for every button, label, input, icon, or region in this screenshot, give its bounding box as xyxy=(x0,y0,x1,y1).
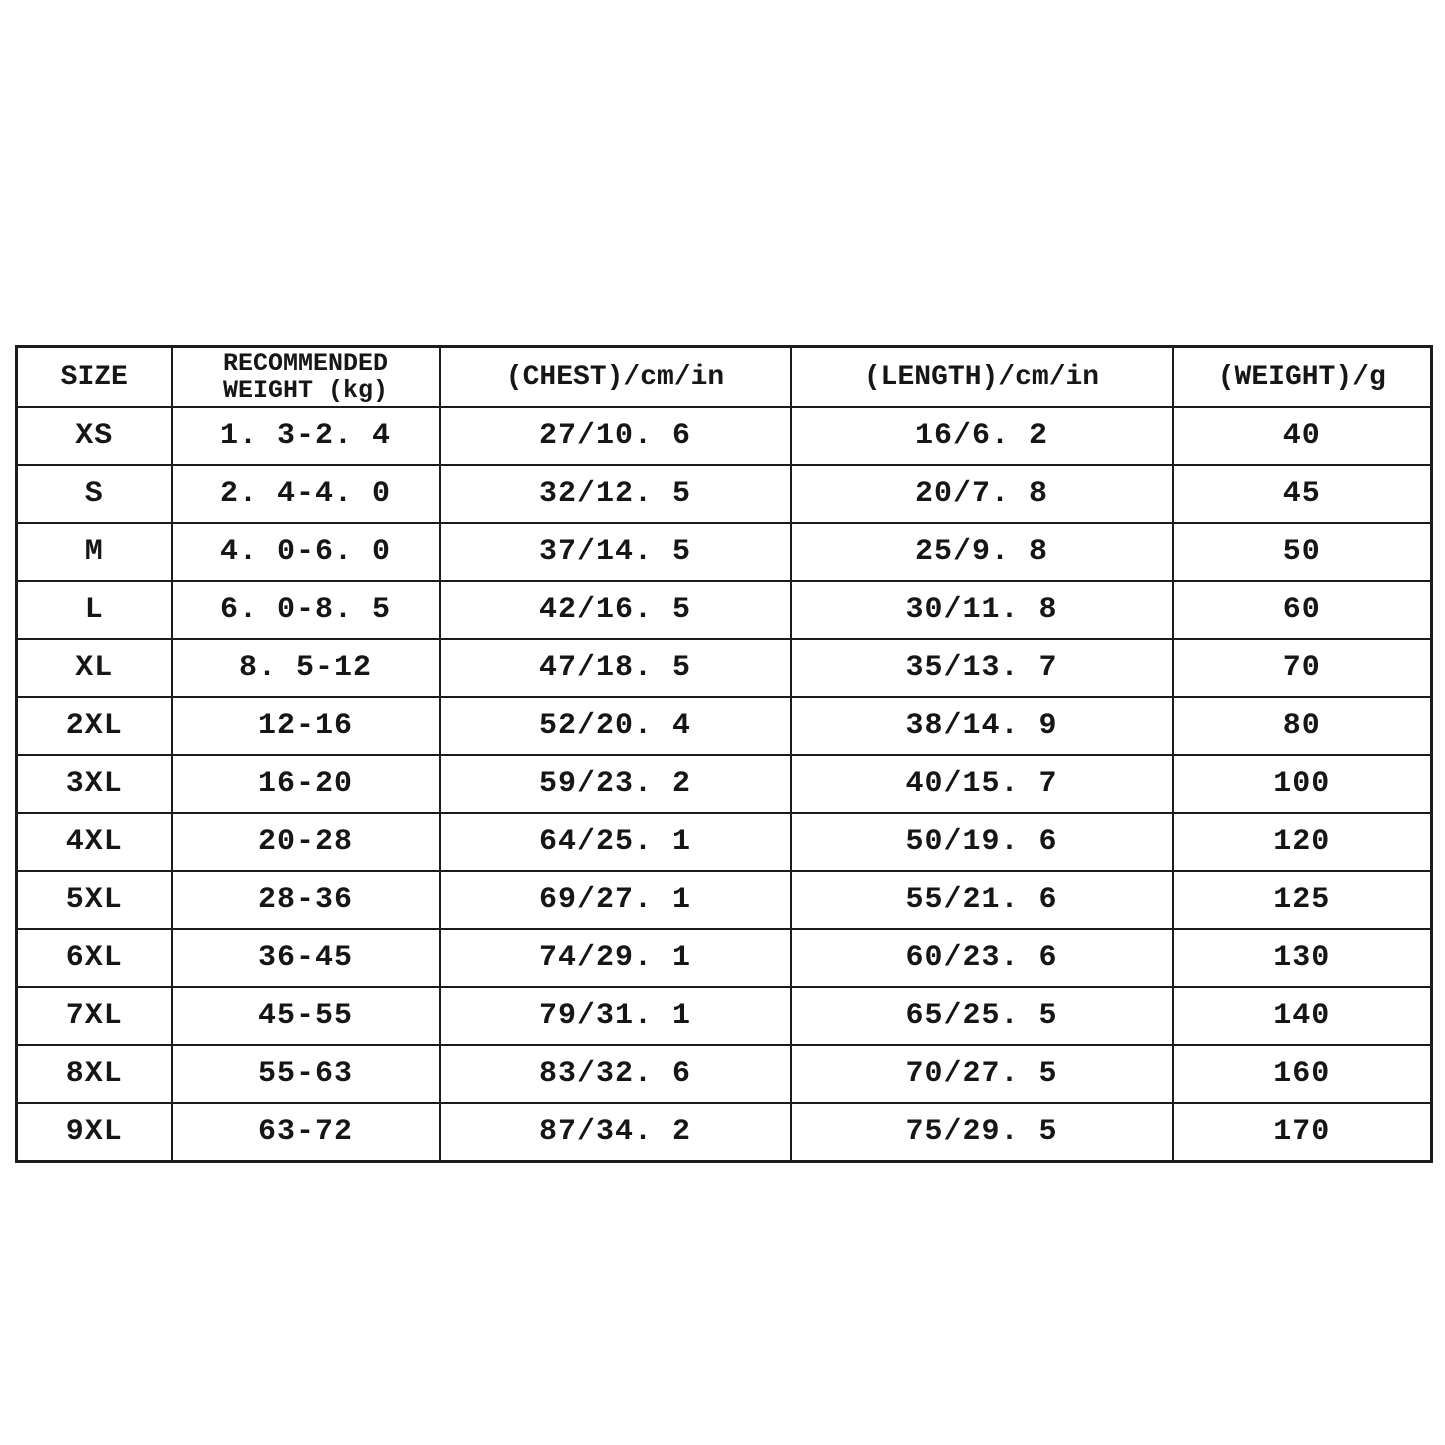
cell-size: L xyxy=(17,581,172,639)
cell-recommended-weight: 45-55 xyxy=(172,987,440,1045)
cell-size: 5XL xyxy=(17,871,172,929)
table-row xyxy=(17,1103,1432,1162)
cell-size: XS xyxy=(17,407,172,465)
table-row xyxy=(17,987,1432,1045)
cell-weight: 130 xyxy=(1173,929,1432,987)
cell-chest: 37/14. 5 xyxy=(440,523,791,581)
table-row xyxy=(17,465,1432,523)
table-row xyxy=(17,523,1432,581)
table-row xyxy=(17,1045,1432,1103)
cell-weight: 125 xyxy=(1173,871,1432,929)
cell-size: 4XL xyxy=(17,813,172,871)
table-row xyxy=(17,871,1432,929)
table-row xyxy=(17,813,1432,871)
cell-recommended-weight: 1. 3-2. 4 xyxy=(172,407,440,465)
table-row xyxy=(17,581,1432,639)
cell-size: 9XL xyxy=(17,1103,172,1162)
cell-weight: 80 xyxy=(1173,697,1432,755)
column-header-weight: (WEIGHT)/g xyxy=(1173,347,1432,408)
cell-chest: 27/10. 6 xyxy=(440,407,791,465)
cell-length: 50/19. 6 xyxy=(791,813,1173,871)
cell-recommended-weight: 16-20 xyxy=(172,755,440,813)
cell-length: 40/15. 7 xyxy=(791,755,1173,813)
column-header-recommended-weight xyxy=(172,347,440,408)
cell-chest: 64/25. 1 xyxy=(440,813,791,871)
cell-length: 70/27. 5 xyxy=(791,1045,1173,1103)
cell-length: 30/11. 8 xyxy=(791,581,1173,639)
cell-chest: 47/18. 5 xyxy=(440,639,791,697)
cell-weight: 120 xyxy=(1173,813,1432,871)
cell-weight: 45 xyxy=(1173,465,1432,523)
cell-weight: 100 xyxy=(1173,755,1432,813)
cell-size: 6XL xyxy=(17,929,172,987)
table-row xyxy=(17,755,1432,813)
cell-chest: 83/32. 6 xyxy=(440,1045,791,1103)
cell-length: 60/23. 6 xyxy=(791,929,1173,987)
table-row xyxy=(17,639,1432,697)
cell-recommended-weight: 2. 4-4. 0 xyxy=(172,465,440,523)
cell-recommended-weight: 4. 0-6. 0 xyxy=(172,523,440,581)
cell-weight: 60 xyxy=(1173,581,1432,639)
cell-chest: 32/12. 5 xyxy=(440,465,791,523)
cell-weight: 50 xyxy=(1173,523,1432,581)
cell-recommended-weight: 36-45 xyxy=(172,929,440,987)
cell-weight: 140 xyxy=(1173,987,1432,1045)
table-row xyxy=(17,697,1432,755)
cell-recommended-weight: 55-63 xyxy=(172,1045,440,1103)
column-header-length: (LENGTH)/cm/in xyxy=(791,347,1173,408)
cell-size: M xyxy=(17,523,172,581)
cell-length: 38/14. 9 xyxy=(791,697,1173,755)
cell-chest: 79/31. 1 xyxy=(440,987,791,1045)
cell-size: 8XL xyxy=(17,1045,172,1103)
size-chart-table xyxy=(15,345,1433,1163)
cell-recommended-weight: 28-36 xyxy=(172,871,440,929)
column-header-recommended-line1: RECOMMENDED xyxy=(222,349,389,378)
cell-weight: 40 xyxy=(1173,407,1432,465)
cell-length: 20/7. 8 xyxy=(791,465,1173,523)
cell-chest: 69/27. 1 xyxy=(440,871,791,929)
cell-chest: 52/20. 4 xyxy=(440,697,791,755)
cell-recommended-weight: 8. 5-12 xyxy=(172,639,440,697)
table-header-row xyxy=(17,347,1432,408)
cell-weight: 70 xyxy=(1173,639,1432,697)
table-row xyxy=(17,929,1432,987)
cell-weight: 170 xyxy=(1173,1103,1432,1162)
table-body xyxy=(17,407,1432,1162)
cell-size: XL xyxy=(17,639,172,697)
cell-length: 25/9. 8 xyxy=(791,523,1173,581)
table-row xyxy=(17,407,1432,465)
cell-weight: 160 xyxy=(1173,1045,1432,1103)
cell-chest: 87/34. 2 xyxy=(440,1103,791,1162)
column-header-size: SIZE xyxy=(17,347,172,408)
cell-recommended-weight: 12-16 xyxy=(172,697,440,755)
cell-length: 65/25. 5 xyxy=(791,987,1173,1045)
cell-size: 7XL xyxy=(17,987,172,1045)
cell-recommended-weight: 20-28 xyxy=(172,813,440,871)
cell-size: 3XL xyxy=(17,755,172,813)
cell-size: 2XL xyxy=(17,697,172,755)
cell-length: 35/13. 7 xyxy=(791,639,1173,697)
cell-chest: 59/23. 2 xyxy=(440,755,791,813)
cell-size: S xyxy=(17,465,172,523)
cell-chest: 42/16. 5 xyxy=(440,581,791,639)
cell-recommended-weight: 6. 0-8. 5 xyxy=(172,581,440,639)
cell-length: 55/21. 6 xyxy=(791,871,1173,929)
column-header-recommended-line2: WEIGHT (kg) xyxy=(222,376,389,405)
cell-length: 75/29. 5 xyxy=(791,1103,1173,1162)
cell-length: 16/6. 2 xyxy=(791,407,1173,465)
cell-chest: 74/29. 1 xyxy=(440,929,791,987)
cell-recommended-weight: 63-72 xyxy=(172,1103,440,1162)
column-header-chest: (CHEST)/cm/in xyxy=(440,347,791,408)
